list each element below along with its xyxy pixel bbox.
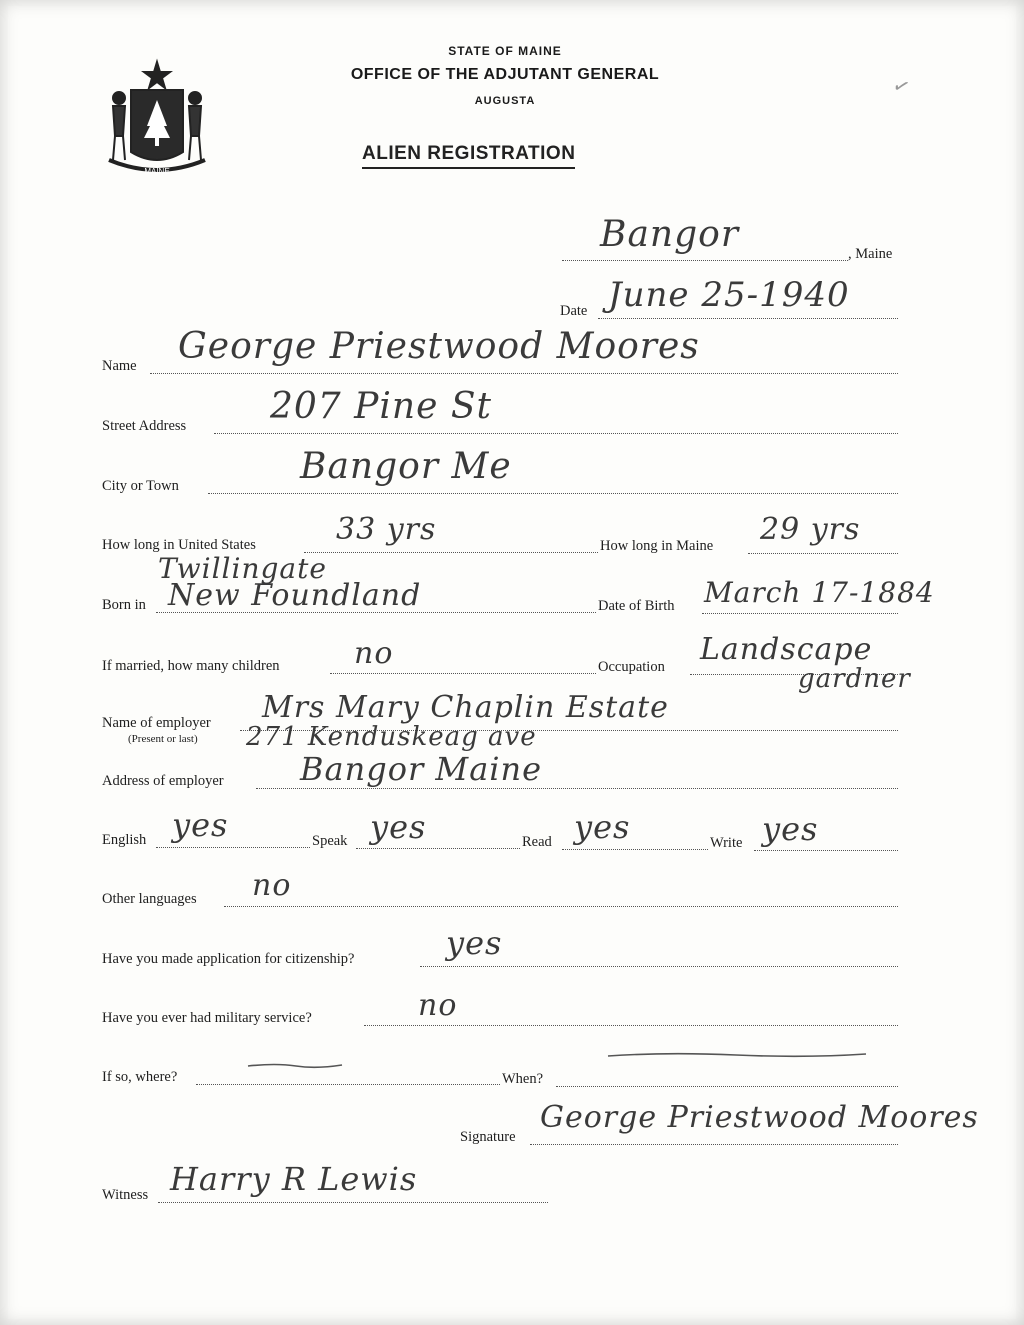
write-line [754,850,898,851]
other-languages-line [224,906,898,907]
other-languages-label: Other languages [102,891,197,907]
english-value: yes [172,806,229,844]
when-line [556,1086,898,1087]
street-label: Street Address [102,418,187,434]
read-value: yes [574,808,631,846]
english-label: English [102,832,147,848]
date-value: June 25-1940 [608,275,850,315]
signature-line [530,1144,898,1145]
us-years-label: How long in United States [102,537,256,553]
read-line [562,849,708,850]
employer-label: Name of employer [102,715,211,731]
occupation-value: Landscape [700,632,873,667]
us-years-line [304,552,598,553]
check-mark-icon: ✓ [889,73,913,101]
name-line [150,373,898,374]
street-value: 207 Pine St [270,386,492,427]
employer-address-label: Address of employer [102,773,224,789]
city-value: Bangor Me [300,446,512,487]
place-suffix: , Maine [848,246,893,262]
children-value: no [354,636,394,671]
children-label: If married, how many children [102,658,280,674]
place-value: Bangor [600,214,740,255]
city-label: City or Town [102,478,179,494]
when-label: When? [502,1071,544,1087]
military-label: Have you ever had military service? [102,1010,312,1026]
date-label: Date [560,303,588,319]
signature-label: Signature [460,1129,516,1145]
place-line [562,260,848,261]
military-value: no [418,988,458,1023]
witness-value: Harry R Lewis [170,1160,418,1198]
dob-label: Date of Birth [598,598,675,614]
employer-address-value: Bangor Maine [300,750,543,788]
occupation-value-continued: gardner [798,664,911,694]
speak-value: yes [370,808,427,846]
city-heading: AUGUSTA [474,95,536,107]
citizenship-line [420,966,898,967]
form-title: ALIEN REGISTRATION [362,143,575,169]
where-label: If so, where? [102,1069,178,1085]
read-label: Read [522,834,552,850]
witness-label: Witness [102,1187,149,1203]
citizenship-value: yes [446,924,503,962]
state-heading: STATE OF MAINE [448,44,562,58]
speak-label: Speak [312,833,348,849]
date-line [598,318,898,319]
children-line [330,673,596,674]
employer-value: Mrs Mary Chaplin Estate [262,690,669,725]
where-dash-mark [246,1060,344,1072]
name-value: George Priestwood Moores [178,326,700,367]
name-label: Name [102,358,137,374]
where-line [196,1084,500,1085]
english-line [156,847,310,848]
born-value: New Foundland [168,578,422,613]
when-dash-mark [606,1048,868,1062]
witness-line [158,1202,548,1203]
other-languages-value: no [252,868,292,903]
born-label: Born in [102,597,146,613]
citizenship-label: Have you made application for citizenship? [102,951,355,967]
seal-banner: MAINE [144,167,170,176]
speak-line [356,848,520,849]
occupation-label: Occupation [598,659,665,675]
maine-state-seal [103,56,211,180]
dob-value: March 17-1884 [704,576,935,609]
military-line [364,1025,898,1026]
signature-value: George Priestwood Moores [540,1100,979,1135]
employer-sublabel: (Present or last) [128,733,198,745]
office-heading: OFFICE OF THE ADJUTANT GENERAL [350,66,660,83]
us-years-value: 33 yrs [336,512,437,547]
street-line [214,433,898,434]
write-value: yes [762,810,819,848]
employer-street-value: 271 Kenduskeag ave [246,722,537,752]
write-label: Write [710,835,743,851]
maine-years-line [748,553,898,554]
employer-address-line [256,788,898,789]
born-town-value: Twillingate [158,552,327,585]
dob-line [702,613,898,614]
city-line [208,493,898,494]
maine-years-value: 29 yrs [760,512,861,547]
maine-years-label: How long in Maine [600,538,714,554]
